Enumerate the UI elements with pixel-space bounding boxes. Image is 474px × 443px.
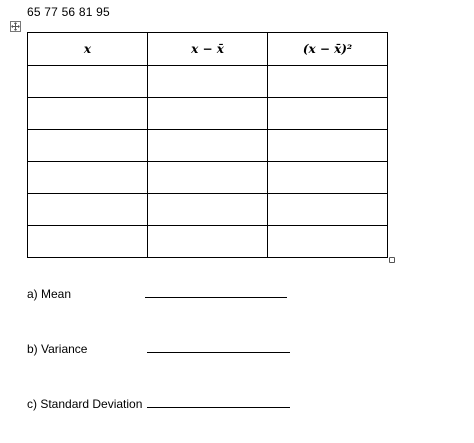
mean-answer-line[interactable] — [145, 297, 287, 298]
table-cell[interactable] — [268, 226, 388, 258]
header-squared-deviation: (x − x̄)² — [268, 33, 388, 66]
table-row — [28, 162, 388, 194]
table-cell[interactable] — [28, 194, 148, 226]
table-cell[interactable] — [268, 194, 388, 226]
table-cell[interactable] — [148, 98, 268, 130]
table-header-row — [28, 33, 388, 66]
header-x: x — [28, 33, 148, 66]
table-resize-handle[interactable] — [389, 257, 395, 263]
question-mean: a) Mean — [27, 287, 72, 301]
table-cell[interactable] — [148, 130, 268, 162]
header-deviation: x − x̄ — [148, 33, 268, 66]
variance-answer-line[interactable] — [147, 352, 290, 353]
table-row — [28, 130, 388, 162]
table-cell[interactable] — [148, 194, 268, 226]
question-variance: b) Variance — [27, 342, 88, 356]
table-cell[interactable] — [28, 162, 148, 194]
standard-deviation-answer-line[interactable] — [147, 407, 290, 408]
table-row — [28, 226, 388, 258]
table-cell[interactable] — [268, 98, 388, 130]
table-cell[interactable] — [268, 66, 388, 98]
table-row — [28, 194, 388, 226]
table-cell[interactable] — [28, 66, 148, 98]
table-cell[interactable] — [148, 162, 268, 194]
table-cell[interactable] — [268, 162, 388, 194]
table-cell[interactable] — [268, 130, 388, 162]
table-cell[interactable] — [28, 226, 148, 258]
table-cell[interactable] — [148, 226, 268, 258]
table-row — [28, 66, 388, 98]
table-cell[interactable] — [28, 98, 148, 130]
calculation-table — [27, 32, 388, 258]
table-move-handle-icon[interactable] — [10, 21, 21, 32]
data-values: 65 77 56 81 95 — [27, 5, 110, 19]
table-row — [28, 98, 388, 130]
table-cell[interactable] — [28, 130, 148, 162]
question-standard-deviation: c) Standard Deviation — [27, 397, 143, 411]
table-cell[interactable] — [148, 66, 268, 98]
